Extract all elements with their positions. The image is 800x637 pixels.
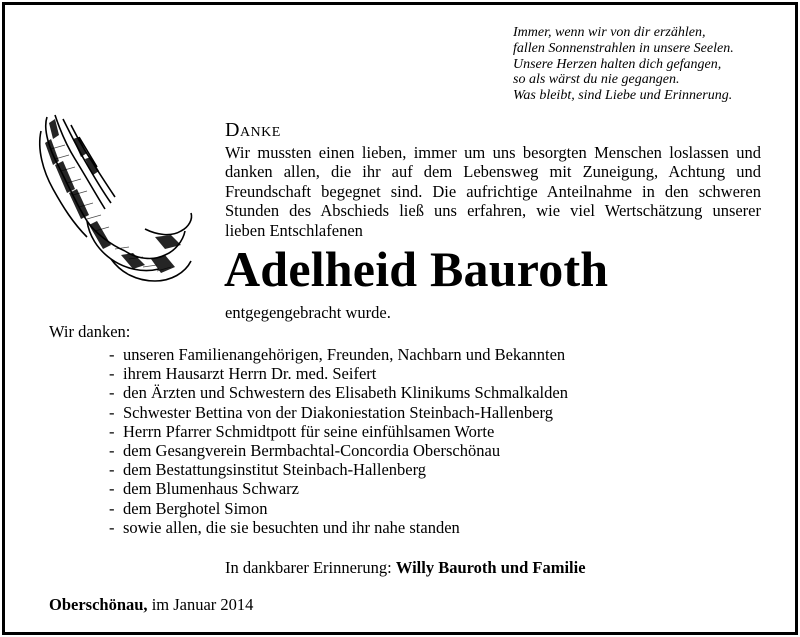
poem bbox=[513, 25, 788, 104]
list-item-text: dem Berghotel Simon bbox=[123, 498, 268, 518]
list-marker: - bbox=[109, 402, 115, 422]
praying-hands-icon bbox=[25, 109, 205, 289]
list-marker: - bbox=[109, 498, 115, 518]
poem-line: fallen Sonnenstrahlen in unsere Seelen. bbox=[513, 40, 734, 56]
list-marker: - bbox=[109, 517, 115, 537]
list-marker: - bbox=[109, 383, 115, 403]
list-item bbox=[109, 345, 568, 364]
thanks-label: Wir danken: bbox=[49, 322, 131, 341]
deceased-name: Adelheid Bauroth bbox=[224, 241, 609, 297]
obituary-frame bbox=[2, 2, 798, 635]
list-marker: - bbox=[109, 364, 115, 384]
list-marker: - bbox=[109, 441, 115, 461]
list-marker: - bbox=[109, 421, 115, 441]
intro-line: Stunden des Abschieds ließ uns erfahren, wie viel Wertschätzung unserer bbox=[225, 201, 761, 221]
closing-prefix: In dankbarer Erinnerung: bbox=[225, 558, 392, 577]
list-item-text: Herrn Pfarrer Schmidtpott für seine einfühlsamen Worte bbox=[123, 421, 495, 441]
list-marker: - bbox=[109, 345, 115, 364]
place-date bbox=[49, 595, 253, 615]
list-item-text: Schwester Bettina von der Diakoniestation Steinbach-Hallenberg bbox=[123, 402, 553, 422]
list-item bbox=[109, 364, 568, 383]
place-town: Oberschönau, bbox=[49, 595, 148, 614]
heading-danke: Danke bbox=[225, 119, 281, 141]
list-item-text: dem Blumenhaus Schwarz bbox=[123, 479, 299, 499]
thanks-list bbox=[109, 345, 568, 537]
closing-names: Willy Bauroth und Familie bbox=[395, 558, 586, 577]
list-marker: - bbox=[109, 460, 115, 480]
poem-line: so als wärst du nie gegangen. bbox=[513, 72, 680, 88]
list-marker: - bbox=[109, 479, 115, 499]
closing-line bbox=[225, 558, 586, 578]
list-item bbox=[109, 422, 568, 441]
intro-line: Freundschaft begegnet sind. Die aufrichtige Anteilnahme in den schweren bbox=[225, 181, 761, 201]
list-item-text: ihrem Hausarzt Herrn Dr. med. Seifert bbox=[123, 364, 377, 384]
poem-line: Immer, wenn wir von dir erzählen, bbox=[513, 25, 706, 40]
list-item bbox=[109, 403, 568, 422]
list-item bbox=[109, 499, 568, 518]
place-date-text: im Januar 2014 bbox=[151, 595, 254, 614]
list-item bbox=[109, 518, 568, 537]
poem-line: Was bleibt, sind Liebe und Erinnerung. bbox=[513, 88, 733, 104]
list-item bbox=[109, 383, 568, 402]
list-item-text: dem Bestattungsinstitut Steinbach-Hallenberg bbox=[123, 460, 427, 480]
after-name-text: entgegengebracht wurde. bbox=[225, 303, 391, 322]
list-item bbox=[109, 441, 568, 460]
intro-paragraph bbox=[225, 143, 761, 240]
poem-line: Unsere Herzen halten dich gefangen, bbox=[513, 56, 722, 72]
list-item-text: dem Gesangverein Bermbachtal-Concordia Oberschönau bbox=[123, 441, 501, 461]
list-item bbox=[109, 460, 568, 479]
list-item-text: sowie allen, die sie besuchten und ihr nahe standen bbox=[123, 517, 460, 537]
list-item bbox=[109, 479, 568, 498]
intro-line: Wir mussten einen lieben, immer um uns besorgten Menschen loslassen und bbox=[225, 143, 761, 162]
list-item-text: unseren Familienangehörigen, Freunden, Nachbarn und Bekannten bbox=[123, 345, 566, 364]
intro-line: danken allen, die ihr auf dem Lebensweg mit Zuneigung, Achtung und bbox=[225, 162, 761, 182]
list-item-text: den Ärzten und Schwestern des Elisabeth Klinikums Schmalkalden bbox=[123, 383, 568, 403]
intro-line: lieben Entschlafenen bbox=[225, 220, 363, 240]
